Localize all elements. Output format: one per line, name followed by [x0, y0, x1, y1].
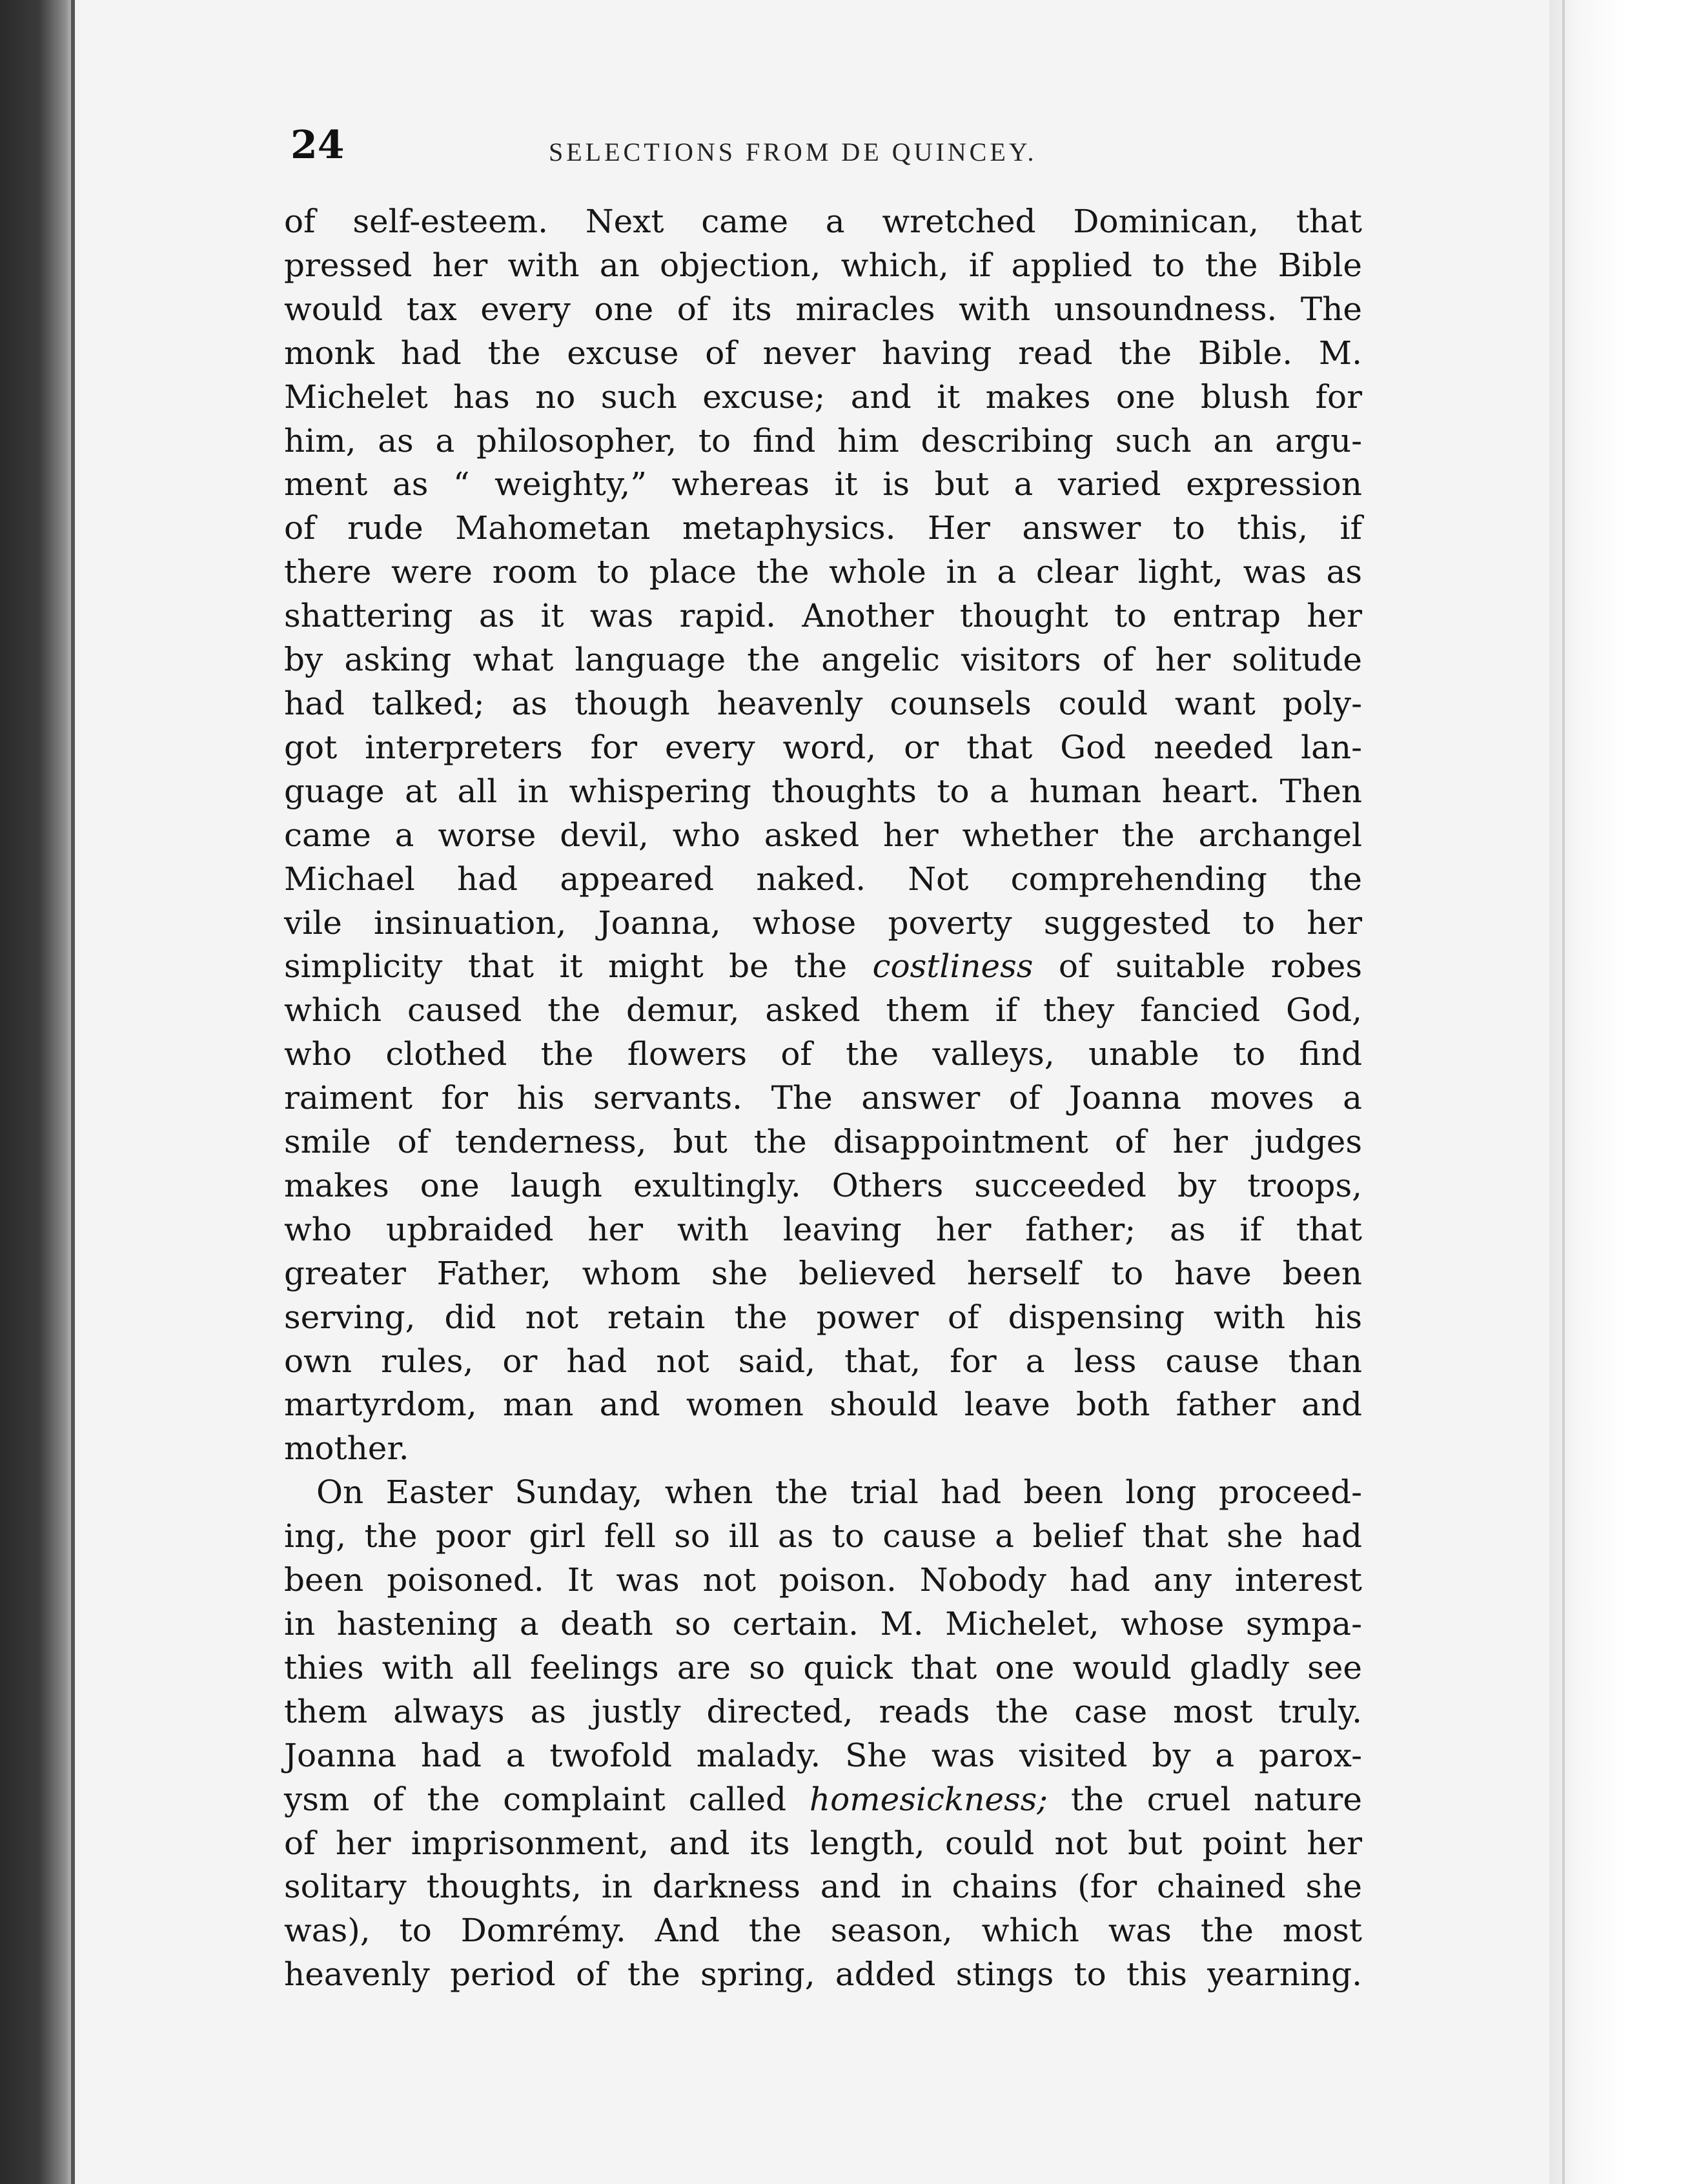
- text-line: guage at all in whispering thoughts to a human heart. Then: [284, 772, 1362, 810]
- paragraph-first-line: On Easter Sunday, when the trial had been long proceed-: [316, 1473, 1362, 1512]
- text-line: them always as justly directed, reads the case most truly.: [284, 1692, 1362, 1730]
- text-line: ing, the poor girl fell so ill as to cause a belief that she had: [284, 1517, 1362, 1555]
- page-fold-line: [1562, 0, 1565, 2184]
- page-number: 24: [290, 123, 345, 168]
- text-line: makes one laugh exultingly. Others succeeded by troops,: [284, 1166, 1362, 1204]
- page-gutter: [1549, 0, 1681, 2184]
- text-line: Joanna had a twofold malady. She was visited by a parox-: [284, 1736, 1362, 1774]
- italic-word: costliness: [872, 947, 1034, 986]
- text-line: had talked; as though heavenly counsels could want poly-: [284, 684, 1362, 722]
- text-line: vile insinuation, Joanna, whose poverty suggested to her: [284, 904, 1362, 942]
- text-line-with-italic: [284, 945, 1362, 989]
- text-line: Michelet has no such excuse; and it makes one blush for: [284, 378, 1362, 416]
- text-line-with-italic: [284, 1778, 1362, 1822]
- text-line: of her imprisonment, and its length, could not but point her: [284, 1824, 1362, 1862]
- text-line: smile of tenderness, but the disappointment of her judges: [284, 1123, 1362, 1161]
- text-line: by asking what language the angelic visitors of her solitude: [284, 641, 1362, 679]
- text-line: raiment for his servants. The answer of Joanna moves a: [284, 1079, 1362, 1117]
- scan-background-edge: [0, 0, 77, 2184]
- text-run: simplicity that it might be the: [284, 947, 873, 986]
- text-line: martyrdom, man and women should leave both father and: [284, 1386, 1362, 1424]
- text-line: which caused the demur, asked them if they fancied God,: [284, 991, 1362, 1029]
- text-line: pressed her with an objection, which, if applied to the Bible: [284, 246, 1362, 284]
- text-line: who upbraided her with leaving her father; as if that: [284, 1210, 1362, 1248]
- text-line: heavenly period of the spring, added stings to this yearning.: [284, 1956, 1362, 1994]
- text-line: been poisoned. It was not poison. Nobody had any interest: [284, 1561, 1362, 1599]
- text-line: monk had the excuse of never having read the Bible. M.: [284, 334, 1362, 372]
- text-line: of self-esteem. Next came a wretched Dominican, that: [284, 203, 1362, 240]
- text-run: the cruel nature: [1048, 1780, 1362, 1818]
- text-line: in hastening a death so certain. M. Michelet, whose sympa-: [284, 1605, 1362, 1643]
- body-text: [284, 200, 1362, 1997]
- text-line: him, as a philosopher, to find him describing such an argu-: [284, 421, 1362, 460]
- text-line: mother.: [284, 1430, 409, 1468]
- text-line: came a worse devil, who asked her whether the archangel: [284, 816, 1362, 854]
- text-line: serving, did not retain the power of dispensing with his: [284, 1298, 1362, 1336]
- text-line: who clothed the flowers of the valleys, unable to find: [284, 1035, 1362, 1073]
- italic-word: homesickness;: [809, 1780, 1048, 1818]
- text-line: ment as “ weighty,” whereas it is but a varied expression: [284, 465, 1362, 503]
- text-line: greater Father, whom she believed herself to have been: [284, 1254, 1362, 1292]
- text-line: thies with all feelings are so quick that one would gladly see: [284, 1648, 1362, 1686]
- text-line: Michael had appeared naked. Not comprehending the: [284, 860, 1362, 898]
- text-run: ysm of the complaint called: [284, 1780, 810, 1818]
- text-line: of rude Mahometan metaphysics. Her answer to this, if: [284, 509, 1362, 547]
- text-line: own rules, or had not said, that, for a less cause than: [284, 1342, 1362, 1380]
- text-line: would tax every one of its miracles with unsoundness. The: [284, 290, 1362, 328]
- text-line: got interpreters for every word, or that God needed lan-: [284, 728, 1362, 766]
- text-line: was), to Domrémy. And the season, which was the most: [284, 1912, 1362, 1950]
- running-title: SELECTIONS FROM DE QUINCEY.: [549, 137, 1037, 167]
- text-line: there were room to place the whole in a clear light, was as: [284, 553, 1362, 591]
- text-line: solitary thoughts, in darkness and in chains (for chained she: [284, 1868, 1362, 1906]
- page-header: [290, 123, 1362, 174]
- text-line: shattering as it was rapid. Another thought to entrap her: [284, 597, 1362, 635]
- text-run: of suitable robes: [1033, 947, 1362, 986]
